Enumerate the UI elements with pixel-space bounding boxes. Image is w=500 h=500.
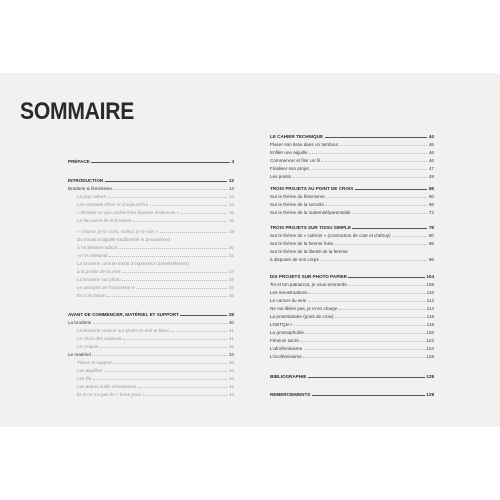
toc-entry [68, 283, 234, 290]
toc-entry [270, 148, 434, 155]
toc-entry-label: « Révéler ce que cachent les fausses évidences » [77, 210, 180, 215]
toc-entry-label: Commencer et finir un fil [270, 158, 320, 163]
toc-page-number: 112 [426, 298, 434, 303]
toc-entry-label: INTRODUCTION [68, 178, 104, 183]
toc-entry [270, 156, 434, 163]
toc-page-number: 88 [428, 241, 434, 246]
toc-entry-label: La protestataire (point de croix) [270, 314, 334, 319]
toc-page-number: 96 [428, 257, 434, 262]
toc-entry [68, 366, 234, 373]
toc-entry [68, 216, 234, 223]
toc-page-number: 43 [228, 392, 234, 397]
toc-page-number: 15 [228, 210, 234, 215]
toc-entry-label: La broderie couleur sur photo en noir et blanc [77, 328, 170, 333]
toc-leader-dots [122, 272, 227, 273]
toc-leader-dots [113, 363, 227, 364]
toc-leader-dots [105, 181, 228, 182]
toc-entry-label: Enfiler une aiguille [270, 150, 308, 155]
toc-page-number: 60 [428, 194, 434, 199]
toc-entry-label: Le fau sacré de la broderie [77, 218, 132, 223]
toc-entry [270, 239, 434, 246]
toc-entry-label: L’écoféminisme [270, 354, 302, 359]
toc-entry-label: LGBTQIA+ [270, 322, 293, 327]
toc-page-number: 33 [228, 352, 234, 357]
toc-page-number: 114 [426, 306, 434, 311]
toc-entry [270, 352, 434, 359]
toc-leader-dots [305, 333, 424, 334]
toc-section-entry [270, 272, 434, 279]
toc-entry-label: Sur le thème de la femme forte [270, 241, 334, 246]
toc-entry [68, 275, 234, 282]
toc-page-number: 108 [426, 282, 434, 287]
toc-leader-dots [292, 177, 427, 178]
toc-entry [270, 200, 434, 207]
toc-entry [68, 227, 234, 234]
toc-entry [68, 192, 234, 199]
toc-page-number: 25 [228, 277, 234, 282]
toc-page-number: 32 [228, 344, 234, 349]
toc-entry-label: Le matériel [68, 352, 91, 357]
toc-entry-label: Le croquis [77, 344, 99, 349]
toc-page-number: 72 [428, 210, 434, 215]
toc-leader-dots [352, 213, 427, 214]
toc-entry [68, 259, 234, 266]
toc-entry-label: REMERCIEMENTS [270, 392, 311, 397]
toc-leader-dots [93, 323, 228, 324]
toc-leader-dots [180, 315, 227, 316]
toc-entry [68, 243, 234, 250]
toc-entry [270, 296, 434, 303]
toc-entry [270, 288, 434, 295]
toc-entry-label: LE CAHIER TECHNIQUE [270, 134, 324, 139]
toc-page-number: 122 [426, 338, 434, 343]
toc-entry [270, 336, 434, 343]
toc-entry [68, 358, 234, 365]
toc-leader-dots [150, 205, 228, 206]
document-page [0, 73, 500, 427]
toc-page-number: 31 [228, 328, 234, 333]
toc-entry [68, 326, 234, 333]
toc-entry [270, 208, 434, 215]
toc-section-entry [270, 223, 434, 230]
toc-page-number: 46 [428, 142, 434, 147]
toc-page-number: 33 [228, 360, 234, 365]
toc-leader-dots [339, 309, 425, 310]
toc-entry [68, 251, 234, 258]
toc-entry-label: Sur le thème du « culeros » (contraction de cute et d’altruy) [270, 233, 391, 238]
toc-entry [68, 184, 234, 191]
toc-page-number: 34 [228, 376, 234, 381]
toc-page-number: 34 [228, 368, 234, 373]
toc-entry-label: Le choix des couleurs [77, 336, 122, 341]
toc-entry-label: En conclusion [77, 293, 106, 298]
toc-leader-dots [335, 244, 428, 245]
toc-leader-dots [146, 395, 227, 396]
toc-page-number: 118 [426, 322, 434, 327]
toc-entry-label: La grossophobie [270, 330, 304, 335]
toc-leader-dots [312, 395, 425, 396]
toc-entry-label: à la portée de tou·tes [77, 269, 121, 274]
toc-leader-dots [181, 213, 228, 214]
toc-page-number: 78 [428, 225, 434, 230]
toc-leader-dots [122, 280, 227, 281]
toc-entry-label: à disposer de son corps [270, 257, 319, 262]
toc-entry-label: L’afroféminisme [270, 346, 303, 351]
toc-page-number: 126 [426, 354, 434, 359]
toc-page-number: 104 [426, 274, 434, 279]
toc-leader-dots [348, 285, 424, 286]
toc-entry-label: à l’activisme radical [77, 245, 117, 250]
toc-entry [270, 344, 434, 351]
toc-entry [68, 342, 234, 349]
toc-section-entry [270, 132, 434, 139]
toc-entry-label: Placer son tissu dans un tambour [270, 142, 339, 147]
toc-entry-label: TROIS PROJETS AU POINT DE CROIX [270, 186, 354, 191]
toc-page-number: 28 [228, 312, 234, 317]
toc-page-number: 31 [228, 336, 234, 341]
toc-entry [270, 172, 434, 179]
toc-leader-dots [93, 379, 228, 380]
toc-page-number: 20 [228, 245, 234, 250]
toc-entry-label: Toi et ton patriarcat, je vous emmerde [270, 282, 347, 287]
toc-leader-dots [320, 260, 427, 261]
toc-leader-dots [171, 331, 227, 332]
toc-section-entry [68, 157, 234, 164]
toc-entry-label: La broderie comme mode d’expression potentiellement [77, 261, 189, 266]
toc-leader-dots [136, 288, 227, 289]
toc-leader-dots [300, 341, 424, 342]
toc-leader-dots [303, 357, 425, 358]
toc-entry [68, 350, 234, 357]
toc-leader-dots [335, 317, 425, 318]
toc-entry [270, 328, 434, 335]
toc-entry [270, 280, 434, 287]
toc-page-number: 49 [428, 174, 434, 179]
toc-section-entry [270, 184, 434, 191]
toc-page-number: 66 [428, 202, 434, 207]
toc-entry-label: Les menstruations [270, 290, 308, 295]
toc-entry [68, 208, 234, 215]
toc-entry-label: Les aiguilles [77, 368, 103, 373]
toc-entry [68, 334, 234, 341]
toc-entry-label: Sur le thème du féminisme [270, 194, 325, 199]
toc-entry-label: La pop culture [77, 194, 107, 199]
toc-entry-label: BIBLIOGRAPHIE [270, 374, 307, 379]
toc-page-number: 13 [228, 186, 234, 191]
toc-leader-dots [107, 296, 227, 297]
toc-entry-label: Art vs artisanat [77, 253, 108, 258]
toc-entry [68, 267, 234, 274]
toc-page-number: 24 [228, 269, 234, 274]
toc-entry [270, 255, 434, 262]
toc-page-number: 47 [428, 166, 434, 171]
toc-page-number: 128 [426, 392, 434, 397]
toc-entry [270, 312, 434, 319]
toc-leader-dots [109, 256, 227, 257]
toc-page-number: 12 [228, 178, 234, 183]
toc-entry-label: Sur le thème de la liberté de la femme [270, 249, 348, 254]
toc-entry-label: Féminin sacré [270, 338, 299, 343]
toc-leader-dots [308, 377, 425, 378]
toc-leader-dots [100, 347, 228, 348]
toc-entry [270, 247, 434, 254]
toc-leader-dots [392, 236, 427, 237]
toc-page-number: 120 [426, 330, 434, 335]
toc-entry [270, 164, 434, 171]
page-title: SOMMAIRE [20, 98, 135, 125]
toc-entry-label: Le cancer du sein [270, 298, 307, 303]
toc-entry-label: Ne me libère pas, je m’en charge [270, 306, 338, 311]
toc-page-number: 58 [428, 186, 434, 191]
toc-entry-label: Les autres outils nécessaires [77, 384, 137, 389]
toc-entry-label: DIX PROJETS SUR PHOTO PAPIER [270, 274, 347, 279]
toc-entry [68, 318, 234, 325]
toc-leader-dots [348, 277, 424, 278]
toc-leader-dots [108, 197, 228, 198]
toc-entry [270, 140, 434, 147]
toc-entry-label: La broderie sur photo [77, 277, 121, 282]
toc-entry [68, 235, 234, 242]
toc-leader-dots [309, 153, 427, 154]
toc-page-number: 30 [228, 320, 234, 325]
toc-entry [270, 231, 434, 238]
toc-leader-dots [123, 339, 227, 340]
toc-entry-label: Le paralysé de l’imposteur·e [77, 285, 135, 290]
toc-entry-label: Les points [270, 174, 291, 179]
toc-leader-dots [92, 355, 227, 356]
toc-entry [270, 192, 434, 199]
toc-entry-label: Les fils [77, 376, 92, 381]
toc-entry [68, 374, 234, 381]
toc-entry [270, 304, 434, 311]
toc-section-entry [270, 390, 434, 397]
toc-page-number: 42 [228, 384, 234, 389]
toc-page-number: 80 [428, 233, 434, 238]
toc-leader-dots [138, 387, 228, 388]
toc-leader-dots [352, 228, 427, 229]
toc-page-number: 44 [428, 134, 434, 139]
toc-entry-label: Tissus et support [77, 360, 112, 365]
toc-leader-dots [326, 197, 427, 198]
toc-entry-label: Sur le thème de la maternité/parentalité [270, 210, 351, 215]
toc-page-number: 16 [228, 218, 234, 223]
toc-leader-dots [325, 137, 428, 138]
toc-entry-label: Sur le thème de la sororité [270, 202, 324, 207]
toc-entry-label: Et si on n’a pas de « bons yeux » [77, 392, 145, 397]
toc-leader-dots [355, 189, 428, 190]
toc-entry-label: Finaliser son projet [270, 166, 309, 171]
toc-page-number: 116 [426, 314, 434, 319]
toc-page-number: 46 [428, 150, 434, 155]
toc-section-entry [68, 310, 234, 317]
toc-leader-dots [309, 293, 425, 294]
toc-leader-dots [104, 371, 228, 372]
toc-page-number: 128 [426, 374, 434, 379]
toc-page-number: 14 [228, 202, 234, 207]
toc-page-number: 13 [228, 194, 234, 199]
toc-entry-label: AVANT DE COMMENCER, MATÉRIEL ET SUPPORT [68, 312, 179, 317]
toc-page-number: 25 [228, 285, 234, 290]
toc-leader-dots [325, 205, 427, 206]
toc-section-entry [270, 372, 434, 379]
toc-page-number: 19 [228, 229, 234, 234]
toc-page-number: 110 [426, 290, 434, 295]
toc-entry-label: Du travail d’aiguille traditionnel et poussiéreux [77, 237, 171, 242]
toc-leader-dots [340, 145, 428, 146]
toc-leader-dots [304, 349, 425, 350]
toc-entry [68, 382, 234, 389]
toc-entry [68, 200, 234, 207]
toc-entry-label: La broderie [68, 320, 92, 325]
toc-leader-dots [113, 189, 227, 190]
toc-leader-dots [321, 161, 427, 162]
toc-page-number: 4 [231, 159, 234, 164]
toc-page-number: 26 [228, 293, 234, 298]
toc-leader-dots [160, 232, 228, 233]
toc-entry-label: PRÉFACE [68, 159, 90, 164]
toc-entry-label: Les combats d’hier et d’aujourd’hui [77, 202, 148, 207]
toc-entry [68, 291, 234, 298]
toc-section-entry [68, 176, 234, 183]
toc-page-number: 124 [426, 346, 434, 351]
toc-entry-label: Broderie & féminisme [68, 186, 112, 191]
toc-entry [270, 320, 434, 327]
toc-leader-dots [308, 301, 425, 302]
toc-entry [68, 390, 234, 397]
toc-leader-dots [310, 169, 427, 170]
toc-leader-dots [133, 221, 227, 222]
toc-entry-label: TROIS PROJETS SUR TISSU SIMPLE [270, 225, 351, 230]
toc-leader-dots [294, 325, 425, 326]
toc-leader-dots [91, 162, 230, 163]
toc-leader-dots [118, 248, 227, 249]
toc-page-number: 21 [228, 253, 234, 258]
toc-page-number: 46 [428, 158, 434, 163]
toc-entry-label: « Victime, je te crois, violeur, je te vois » [77, 229, 159, 234]
